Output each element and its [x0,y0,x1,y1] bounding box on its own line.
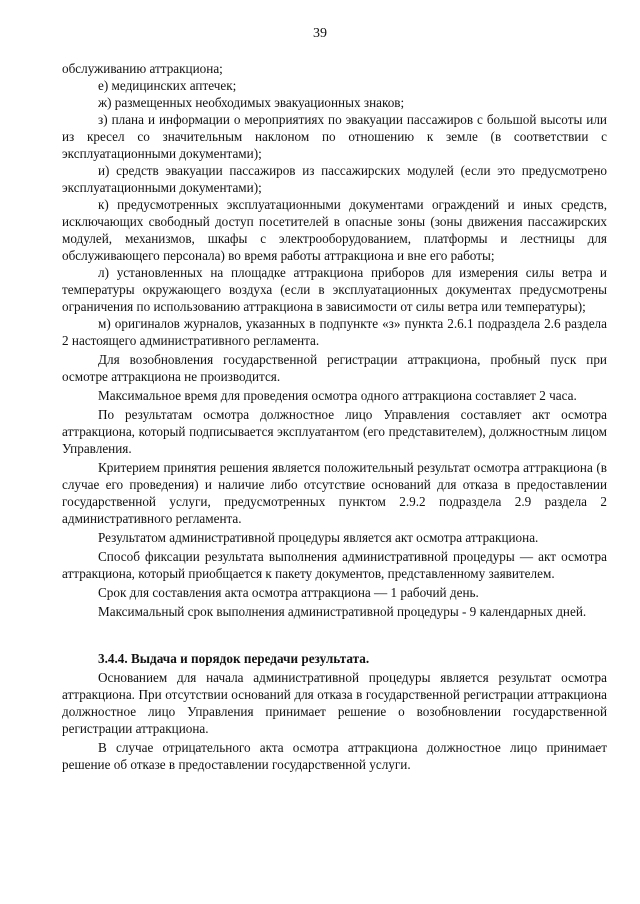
paragraph-decision-criterion: Критерием принятия решения является положительный результат осмотра аттракциона (в случае его проведения) и наличие либо отсутствие оснований для отказа в предоставлении государственной услуги, предусмотренных пунктом 2.9.2 подраздела 2.9 раздела 2 административного регламента. [62,460,607,526]
paragraph-max-duration: Максимальный срок выполнения административной процедуры - 9 календарных дней. [98,604,587,619]
list-item-e: е) медицинских аптечек; [98,78,237,93]
list-item-z: з) плана и информации о мероприятиях по эвакуации пассажиров с большой высоты или из кресел со значительным наклоном по отношению к земле (в соответствии с эксплуатационными документами); [62,112,607,161]
paragraph-procedure-result: Результатом административной процедуры является акт осмотра аттракциона. [98,530,539,545]
section-heading: 3.4.4. Выдача и порядок передачи результата. [98,651,370,666]
list-item-i: и) средств эвакуации пассажиров из пассажирских модулей (если это предусмотрено эксплуатационными документами); [62,163,607,195]
list-item-zh: ж) размещенных необходимых эвакуационных знаков; [98,95,405,110]
list-item-m: м) оригиналов журналов, указанных в подпункте «з» пункта 2.6.1 подраздела 2.6 раздела 2 настоящего административного регламента. [62,316,607,348]
list-item-l: л) установленных на площадке аттракциона приборов для измерения силы ветра и температуры окружающего воздуха (если в эксплуатационных документах предусмотрены ограничения по использованию аттракциона в зависимости от силы ветра или температуры); [62,265,607,314]
paragraph-fixation-method: Способ фиксации результата выполнения административной процедуры — акт осмотра аттракциона, который приобщается к пакету документов, представленному заявителем. [62,549,607,581]
list-item-k: к) предусмотренных эксплуатационными документами ограждений и иных средств, исключающих свободный доступ посетителей в опасные зоны (зоны движения пассажирских модулей, механизмов, шкафы с электрооборудованием, платформы и лестницы для обслуживающего персонала) во время работы аттракциона и вне его работы; [62,197,607,263]
page-number: 39 [313,26,327,41]
section-paragraph-refusal: В случае отрицательного акта осмотра аттракциона должностное лицо принимает решение об отказе в предоставлении государственной услуги. [62,740,607,772]
paragraph-trial-run: Для возобновления государственной регистрации аттракциона, пробный пуск при осмотре аттракциона не производится. [62,352,607,384]
document-body [62,60,607,773]
paragraph-continuation: обслуживанию аттракциона; [62,61,223,76]
paragraph-act-deadline: Срок для составления акта осмотра аттракциона — 1 рабочий день. [98,585,479,600]
section-paragraph-grounds: Основанием для начала административной процедуры является результат осмотра аттракциона. При отсутствии оснований для отказа в государственной регистрации аттракциона должностное лицо Управления принимает решение о возобновлении государственной регистрации аттракциона. [62,670,607,736]
paragraph-inspection-act: По результатам осмотра должностное лицо Управления составляет акт осмотра аттракциона, который подписывается эксплуатантом (его представителем), должностным лицом Управления. [62,407,607,456]
paragraph-max-time: Максимальное время для проведения осмотра одного аттракциона составляет 2 часа. [98,388,577,403]
